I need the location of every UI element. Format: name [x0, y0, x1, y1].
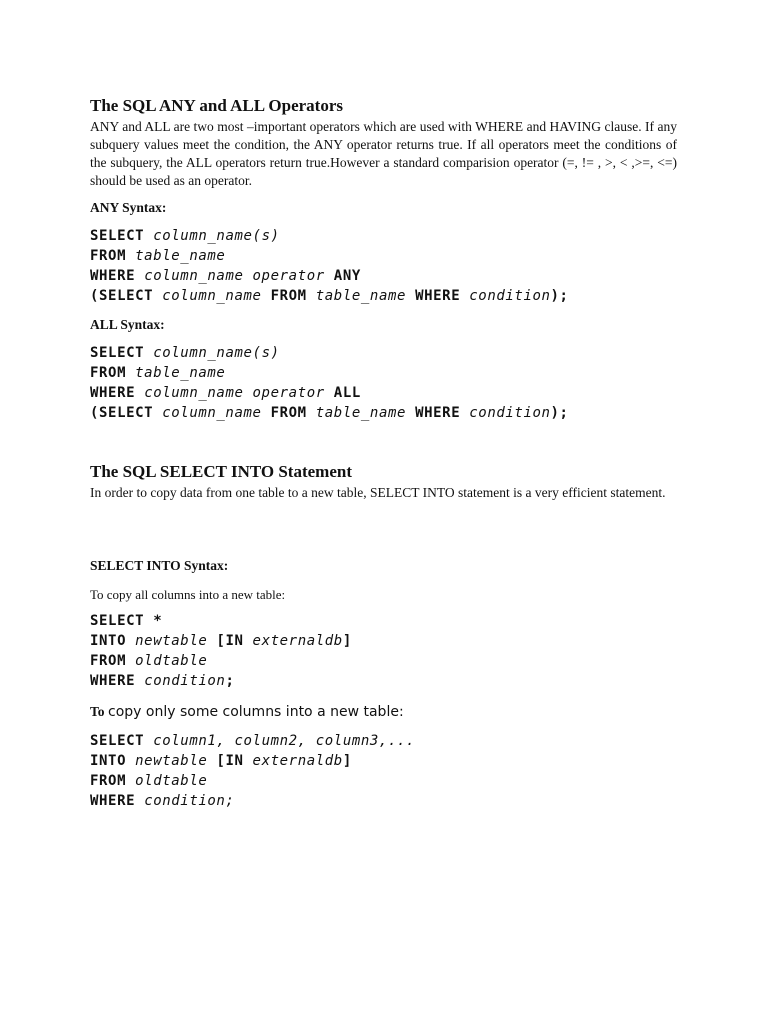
copy-some-code-block	[90, 731, 415, 811]
code-line: INTO newtable [IN externaldb]	[90, 753, 352, 769]
note-copy-some-columns: To copy only some columns into a new table:	[90, 704, 404, 720]
section-title-any-all: The SQL ANY and ALL Operators	[90, 96, 344, 115]
code-line: WHERE column_name operator ALL	[90, 385, 361, 401]
code-line: WHERE condition;	[90, 673, 235, 689]
code-line: FROM table_name	[90, 365, 226, 381]
intro-paragraph-any-all: ANY and ALL are two most –important operators which are used with WHERE and HAVING clause. If any subquery values meet the condition, the ANY operator returns true. If all operators meet the conditions of the subquery, the ALL operators return true.However a standard comparision operator (=, != , >, < ,>=, <=) should be used as an operator.	[90, 119, 677, 188]
code-line: FROM table_name	[90, 248, 226, 264]
code-line: WHERE condition;	[90, 793, 235, 809]
select-into-syntax-label: SELECT INTO Syntax:	[90, 558, 229, 573]
any-syntax-label: ANY Syntax:	[90, 200, 167, 215]
code-line: (SELECT column_name FROM table_name WHERE condition);	[90, 405, 569, 421]
code-line: SELECT column_name(s)	[90, 228, 280, 244]
all-syntax-label: ALL Syntax:	[90, 317, 165, 332]
any-syntax-code-block	[90, 226, 569, 306]
section-title-select-into: The SQL SELECT INTO Statement	[90, 462, 352, 481]
code-line: SELECT column1, column2, column3,...	[90, 733, 416, 749]
code-line: WHERE column_name operator ANY	[90, 268, 361, 284]
code-line: INTO newtable [IN externaldb]	[90, 633, 352, 649]
all-syntax-code-block	[90, 343, 569, 423]
note-copy-all-columns: To copy all columns into a new table:	[90, 587, 286, 602]
code-line: FROM oldtable	[90, 653, 208, 669]
code-line: FROM oldtable	[90, 773, 208, 789]
code-line: (SELECT column_name FROM table_name WHERE condition);	[90, 288, 569, 304]
copy-all-code-block	[90, 611, 352, 691]
intro-paragraph-select-into: In order to copy data from one table to a new table, SELECT INTO statement is a very efficient statement.	[90, 485, 666, 500]
code-line: SELECT column_name(s)	[90, 345, 280, 361]
code-line: SELECT *	[90, 613, 163, 629]
